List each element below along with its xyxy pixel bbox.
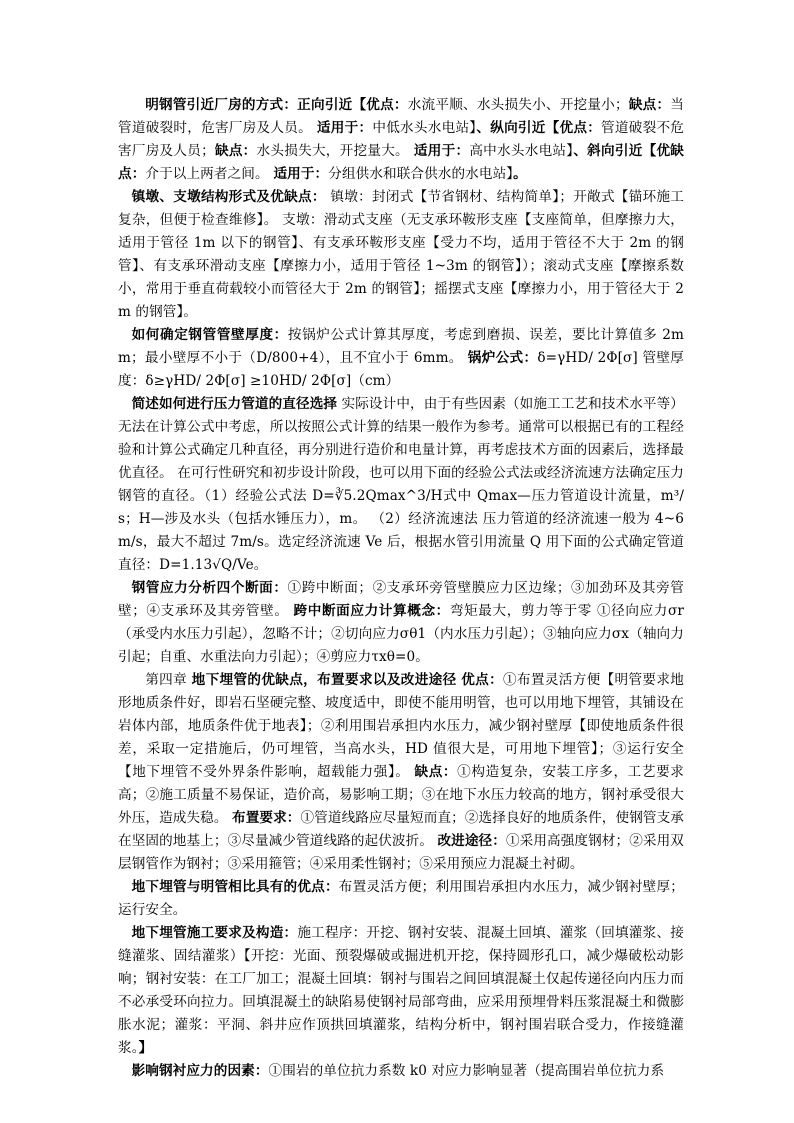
body-text: 弯矩最大，剪力等于零 ①径向应力σr（承受内水压力引起），忽略不计；②切向应力σθ1（内水压力引起）；③轴向应力σx（轴向力引起；自重、水重法向力引起）；④剪应力τxθ=0。 — [118, 603, 684, 665]
body-text: 水头损失大，开挖量大。 — [256, 143, 409, 159]
paragraph — [118, 1060, 684, 1083]
bold-heading-text: 改进途径： — [437, 833, 506, 849]
body-text: 分组供水和联合供水的水电站】 — [328, 166, 514, 182]
bold-heading-text: 缺点： — [214, 143, 257, 159]
paragraph — [118, 393, 684, 577]
bold-heading-text: 缺点： — [414, 764, 458, 780]
paragraph — [118, 94, 684, 186]
bold-heading-text: 布置要求： — [232, 810, 301, 826]
body-text: ①管道线路应尽量短而直；②选择良好的地质条件，使钢管支承在坚固的地基上；③尽量减少管道线路的起伏波折。 — [118, 810, 684, 849]
body-text: ①跨中断面；②支承环旁管壁膜应力区边缘；③加劲环及其旁管壁；④支承环及其旁管壁。 — [118, 580, 684, 619]
bold-heading-text: 优点： — [461, 672, 504, 688]
bold-heading-text: 如何确定钢管管壁厚度： — [131, 327, 288, 343]
bold-heading-text: 明钢管引近厂房的方式：正向引近【优点： — [145, 97, 408, 113]
paragraph — [118, 876, 684, 922]
body-text: 高中水头水电站】 — [469, 143, 574, 159]
bold-heading-text: 】 — [138, 1040, 153, 1056]
body-text: ①围岩的单位抗力系数 k0 对应力影响显著（提高围岩单位抗力系 — [268, 1063, 665, 1079]
paragraph — [118, 577, 684, 669]
body-text: 实际设计中，由于有些因素（如施工工艺和技术水平等）无法在计算公式中考虑，所以按照公式计算的结果一般作为参考。通常可以根据已有的工程经验和计算公式确定几种直径，再分别进行造价和电量计算，再考虑技术方面的因素后，选择最优直径。 在可行性研究和初步设计阶段，也可以用下面的经验公式法或经济流速方法确定压力钢管的直径。（1）经验公式法 D=∛5.2Qmax^3/H式中 Qmax—压力管道设计流量，m³/s；H—涉及水头（包括水锤压力），m。 （2）经济流速法 压力管道的经济流速一般为 4~6m/s，最大不超过 7m/s。选定经济流速 Ve 后，根据水管引用流量 Q 用下面的公式确定管道直径：D=1.13√Q/Ve。 — [118, 396, 685, 573]
bold-heading-text: 地下埋管的优缺点，布置要求以及改进途径 — [191, 672, 457, 688]
body-text: ①构造复杂，安装工序多，工艺要求高；②施工质量不易保证，造价高，易影响工期；③在地下水压力较高的地方，钢衬承受很大外压，造成失稳。 — [118, 764, 684, 826]
paragraph — [118, 324, 684, 393]
document-page — [118, 94, 684, 1083]
body-text: 第四章 — [145, 672, 192, 688]
bold-heading-text: 、纵向引近【优点： — [476, 120, 602, 136]
body-text: 水流平顺、水头损失小、开挖量小； — [407, 97, 629, 113]
body-text: 镇墩：封闭式【节省钢材、结构简单】；开敞式【锚环施工复杂，但便于检查维修】。 支墩：滑动式支座（无支承环鞍形支座【支座简单，但摩擦力大，适用于管径 1m 以下的钢管】、有支承环鞍形支座【受力不均，适用于管径不大于 2m 的钢管】、有支承环滑动支座【摩擦力小，适用于管径 1~3m 的钢管】）；滚动式支座【摩擦系数小，常用于垂直荷载较小而管径大于 2m 的钢管】；摇摆式支座【摩擦力小，用于管径大于 2m 的钢管】。 — [118, 189, 684, 320]
bold-heading-text: 镇墩、支墩结构形式及优缺点： — [131, 189, 326, 205]
bold-heading-text: 影响钢衬应力的因素： — [131, 1063, 269, 1079]
body-text: 中低水头水电站】 — [372, 120, 477, 136]
bold-heading-text: 地下埋管施工要求及构造： — [131, 925, 298, 941]
bold-heading-text: 跨中断面应力计算概念： — [293, 603, 450, 619]
body-text: 管道破裂不危害厂房及人员； — [118, 120, 685, 159]
bold-heading-text: 适用于： — [408, 143, 470, 159]
bold-heading-text: 钢管应力分析四个断面： — [131, 580, 288, 596]
paragraph — [118, 922, 684, 1060]
bold-heading-text: 适用于： — [268, 166, 329, 182]
bold-heading-text: 地下埋管与明管相比具有的优点： — [131, 879, 339, 895]
body-text: 介于以上两者之间。 — [145, 166, 269, 182]
body-text: 施工程序：开挖、钢衬安装、混凝土回填、灌浆（回填灌浆、接缝灌浆、固结灌浆）【开挖：光面、预裂爆破或掘进机开挖，保持圆形孔口，减少爆破松动影响；钢衬安装：在工厂加工；混凝土回填：钢衬与围岩之间回填混凝土仅起传递径向内压力而不必承受环向拉力。回填混凝土的缺陷易使钢衬局部弯曲，应采用预埋骨料压浆混凝土和微膨胀水泥；灌浆：平洞、斜井应作顶拱回填灌浆，结构分析中，钢衬围岩联合受力，作接缝灌浆。 — [118, 925, 684, 1056]
bold-heading-text: 缺点： — [628, 97, 671, 113]
paragraph — [118, 186, 684, 324]
body-text: ①采用高强度钢材；②采用双层钢管作为钢衬；③采用箍管；④采用柔性钢衬；⑤采用预应力混凝土衬砌。 — [118, 833, 684, 872]
body-text: ①布置灵活方便【明管要求地形地质条件好，即岩石坚硬完整、坡度适中，即使不能用明管，也可以用地下埋管，其铺设在岩体内部，地质条件优于地表】；②利用围岩承担内水压力，减少钢衬壁厚【即使地质条件很差，采取一定措施后，仍可埋管，当高水头，HD 值很大是，可用地下埋管】；③运行安全【地下埋管不受外界条件影响，超载能力强】。 — [118, 672, 684, 780]
body-text: 按锅炉公式计算其厚度，考虑到磨损、误差，要比计算值多 2mm；最小壁厚不小于（D/800+4），且不宜小于 6mm。 — [118, 327, 684, 366]
body-text: 布置灵活方便；利用围岩承担内水压力，减少钢衬壁厚；运行安全。 — [118, 879, 685, 918]
bold-heading-text: 简述如何进行压力管道的直径选择 — [131, 396, 338, 412]
bold-heading-text: 。 — [513, 166, 527, 182]
bold-heading-text: 、斜向引近【优缺点： — [118, 143, 684, 182]
bold-heading-text: 适用于： — [311, 120, 373, 136]
bold-heading-text: 锅炉公式： — [462, 350, 538, 366]
body-text: 当管道破裂时，危害厂房及人员。 — [118, 97, 684, 136]
paragraph — [118, 669, 684, 876]
body-text: δ=γHD/ 2Φ[σ] 管壁厚度：δ≥γHD/ 2Φ[σ] ≥10HD/ 2Φ[σ]（cm） — [118, 350, 684, 389]
